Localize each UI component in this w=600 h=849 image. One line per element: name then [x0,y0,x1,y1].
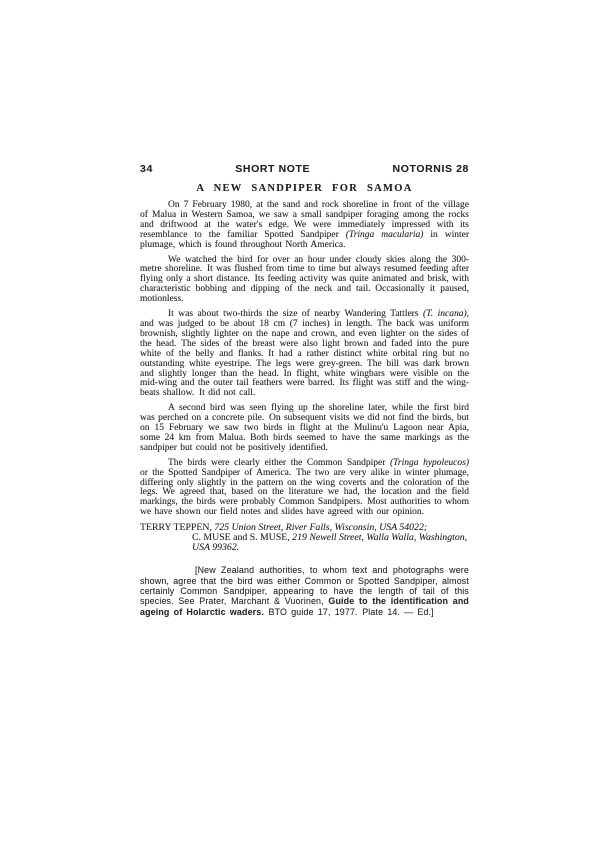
article-paragraph-3: It was about two-thirds the size of nearby Wandering Tattlers (T. incana), and was judged to be about 18 cm (7 inches) in length. The back was uniform brownish, slightly lighter on the nape and crown, and even lighter on the sides of the head. The sides of the breast were also light brown and faded into the pure white of the belly and flanks. It had a rather distinct white orbital ring but no outstanding white eyestripe. The legs were grey-green. The bill was dark brown and slightly longer than the head. In flight, white wingbars were visible on the mid-wing and the outer tail feathers were barred. Its flight was stiff and the wing-beats shallow. It did not call. [140,309,469,399]
editor-note: [New Zealand authorities, to whom text and photographs were shown, agree that the bird was either Common or Spotted Sandpiper, almost certainly Common Sandpiper, appearing to have the length of tail of this species. See Prater, Marchant & Vuorinen, Guide to the identification and ageing of Holarctic waders. BTO guide 17, 1977. Plate 14. — Ed.] [140,565,469,617]
article-paragraph-5: The birds were clearly either the Common Sandpiper (Tringa hypoleucos) or the Spotted Sandpiper of America. The two are very alike in winter plumage, differing only slightly in the pattern on the wing coverts and the coloration of the legs. We agreed that, based on the literature we had, the location and the field markings, the birds were probably Common Sandpipers. Most authorities to whom we have shown our field notes and slides have agreed with our opinion. [140,457,469,518]
running-header [140,163,469,175]
article-paragraph-4: A second bird was seen flying up the shoreline later, while the first bird was perched on a concrete pile. On subsequent visits we did not find the birds, but on 15 February we saw two birds in flight at the Mulinu'u Lagoon near Apia, some 24 km from Malua. Both birds seemed to have the same markings as the sandpiper but could not be positively identified. [140,403,470,453]
author-signature-block [140,523,469,553]
page-number: 34 [140,163,153,175]
article-title: A NEW SANDPIPER FOR SAMOA [196,183,413,194]
running-title: SHORT NOTE [235,163,311,175]
signature-entry-muse: C. MUSE and S. MUSE, 219 Newell Street, Walla Walla, Washington, USA 99362. [192,532,468,554]
journal-reference: NOTORNIS 28 [392,163,469,175]
signature-entry-teppen: TERRY TEPPEN, 725 Union Street, River Falls, Wisconsin, USA 54022; [140,522,428,534]
text-block [140,163,469,617]
article-paragraph-2: We watched the bird for over an hour under cloudy skies along the 300-metre shoreline. It was flushed from time to time but always resumed feeding after flying only a short distance. Its feeding activity was quite animated and brisk, with characteristic bobbing and dipping of the neck and tail. Occasionally it paused, motionless. [140,254,469,305]
article-paragraph-1: On 7 February 1980, at the sand and rock shoreline in front of the village of Malua in Western Samoa, we saw a small sandpiper foraging among the rocks and driftwood at the water's edge. We were immediately impressed with its resemblance to the familiar Spotted Sandpiper (Tringa macularia) in winter plumage, which is found throughout North America. [140,200,469,250]
